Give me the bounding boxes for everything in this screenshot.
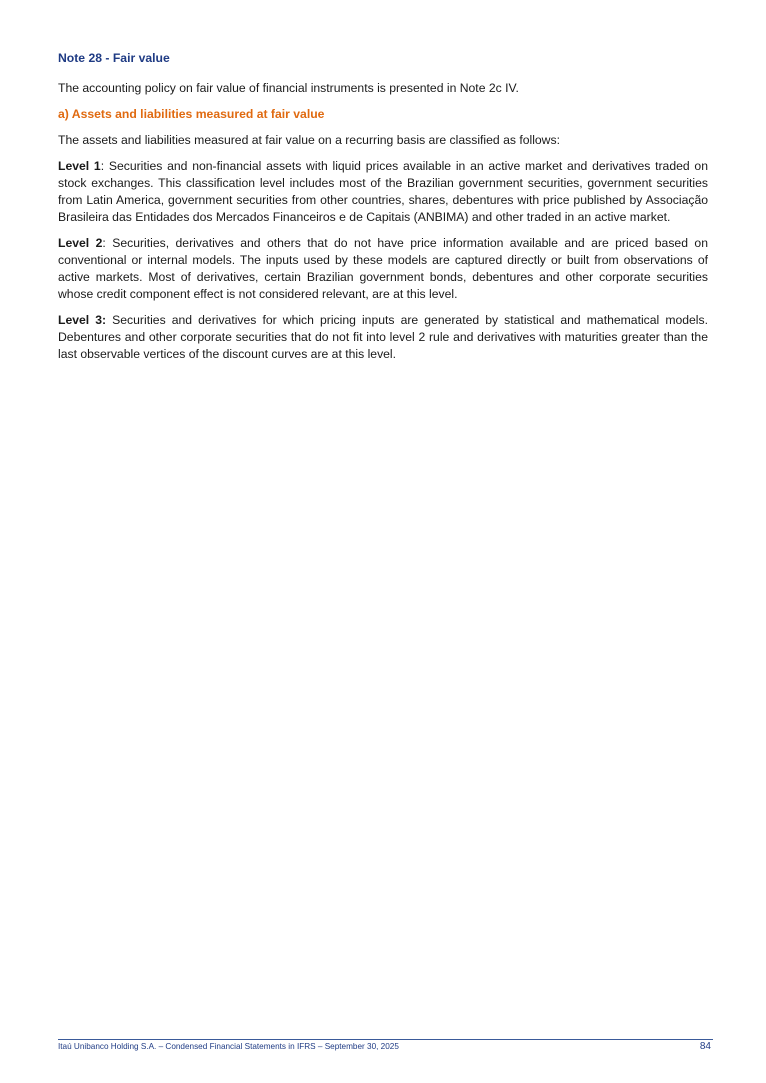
footer-divider xyxy=(58,1039,713,1040)
level-3-label: Level 3: xyxy=(58,313,107,327)
level-3-paragraph xyxy=(58,312,708,363)
note-intro: The accounting policy on fair value of financial instruments is presented in Note 2c IV. xyxy=(58,81,519,95)
level-2-text: : Securities, derivatives and others that do not have price information available and are priced based on conventional or internal models. The inputs used by these models are captured directly or built from observations of active markets. Most of derivatives, certain Brazilian government bonds, debentures and other corporate securities whose credit component effect is not considered relevant, are at this level. xyxy=(58,236,708,301)
note-title: Note 28 - Fair value xyxy=(58,51,170,65)
page-number: 84 xyxy=(699,1041,711,1052)
document-page xyxy=(58,50,708,372)
footer-text: Itaú Unibanco Holding S.A. – Condensed Financial Statements in IFRS – September 30, 2025 xyxy=(58,1042,399,1051)
section-a-intro: The assets and liabilities measured at fair value on a recurring basis are classified as follows: xyxy=(58,133,560,147)
level-1-paragraph xyxy=(58,158,708,226)
level-2-label: Level 2 xyxy=(58,236,103,250)
level-1-label: Level 1 xyxy=(58,159,101,173)
level-3-text: Securities and derivatives for which pricing inputs are generated by statistical and mathematical models. Debentures and other corporate securities that do not fit into level 2 rule and derivatives with maturities greater than the last observable vertices of the discount curves are at this level. xyxy=(58,313,708,361)
level-1-text: : Securities and non-financial assets with liquid prices available in an active market and derivatives traded on stock exchanges. This classification level includes most of the Brazilian government securities, government securities from Latin America, government securities from other countries, shares, debentures with price published by Associação Brasileira das Entidades dos Mercados Financeiros e de Capitais (ANBIMA) and other traded in an active market. xyxy=(58,159,708,224)
section-a-title: a) Assets and liabilities measured at fair value xyxy=(58,107,325,121)
level-2-paragraph xyxy=(58,235,708,303)
